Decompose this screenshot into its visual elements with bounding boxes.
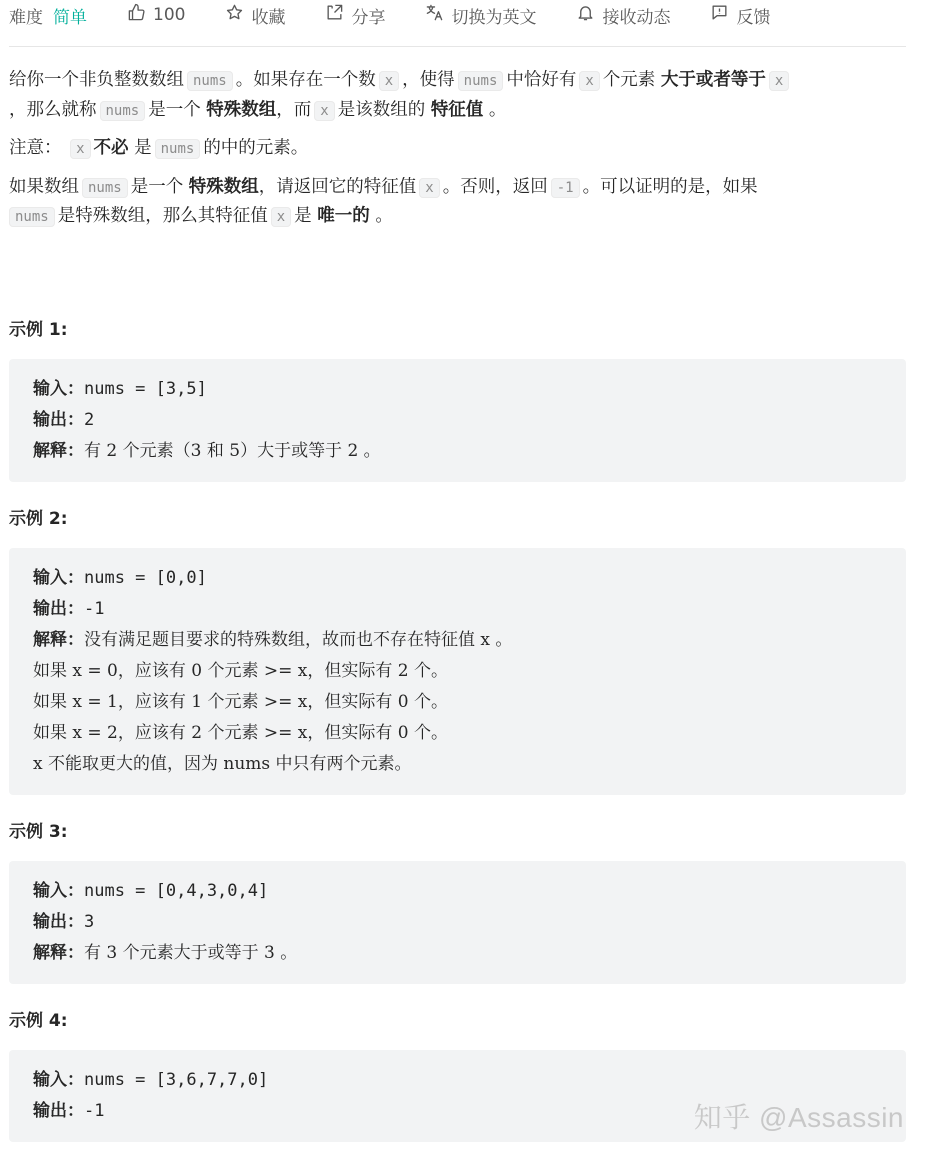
- problem-toolbar: [9, 0, 906, 30]
- inline-code: x: [379, 71, 399, 91]
- inline-code: x: [419, 178, 439, 198]
- notify-label: 接收动态: [602, 7, 671, 28]
- inline-code: nums: [100, 101, 146, 121]
- share-icon: [325, 3, 351, 27]
- example-1-block: [9, 359, 906, 482]
- problem-description: [9, 66, 906, 241]
- example-key: 输入：: [33, 379, 84, 399]
- example-line: [33, 938, 882, 969]
- example-line: [33, 374, 882, 405]
- inline-code: -1: [551, 178, 580, 198]
- text: ，那么就称: [9, 99, 97, 120]
- toolbar-divider: [9, 46, 906, 47]
- inline-code: nums: [155, 139, 201, 159]
- example-key: 输出：: [33, 599, 84, 619]
- example-value: nums = [3,5]: [84, 379, 207, 399]
- example-value: nums = [0,4,3,0,4]: [84, 881, 269, 901]
- text: 。否则，返回: [442, 176, 548, 197]
- example-value: 3: [84, 912, 95, 932]
- example-key: 输出：: [33, 410, 84, 430]
- example-line: [33, 594, 882, 625]
- inline-code: x: [579, 71, 599, 91]
- inline-code: x: [314, 101, 334, 121]
- bold-text: 唯一的: [317, 206, 370, 226]
- example-value: 没有满足题目要求的特殊数组，故而也不存在特征值 x 。: [84, 630, 513, 650]
- feedback-label: 反馈: [736, 7, 771, 28]
- share-label: 分享: [351, 7, 386, 28]
- text: 中恰好有: [506, 70, 577, 90]
- example-line: 如果 x = 2，应该有 2 个元素 >= x，但实际有 0 个。: [33, 723, 448, 743]
- bold-text: 大于或者等于: [660, 70, 766, 90]
- example-line: [33, 1065, 882, 1096]
- bold-text: 不必: [93, 138, 129, 158]
- example-key: 输出：: [33, 912, 84, 932]
- text: 如果数组: [9, 176, 79, 197]
- description-paragraph-1: [9, 66, 906, 125]
- example-line: [33, 625, 882, 656]
- example-3-title: 示例 3:: [9, 822, 68, 842]
- bold-text: 特殊数组: [188, 176, 259, 197]
- example-4-title: 示例 4:: [9, 1011, 68, 1031]
- text: 是: [134, 138, 152, 158]
- text: 的中的元素。: [203, 138, 309, 158]
- notify-button[interactable]: [576, 3, 670, 28]
- text: 是该数组的: [337, 99, 426, 120]
- example-line: [33, 907, 882, 938]
- example-2-title: 示例 2:: [9, 509, 68, 529]
- switch-language-button[interactable]: [425, 3, 536, 28]
- description-paragraph-2: [9, 134, 906, 164]
- example-key: 输入：: [33, 881, 84, 901]
- text: 。可以证明的是，如果: [582, 176, 758, 197]
- example-value: nums = [3,6,7,7,0]: [84, 1070, 269, 1090]
- bold-text: 特征值: [430, 99, 484, 120]
- example-line: [33, 436, 882, 467]
- text: 注意：: [9, 138, 62, 158]
- text: 个元素: [602, 70, 656, 90]
- example-2-block: [9, 548, 906, 795]
- feedback-icon: [710, 3, 736, 27]
- difficulty-label: 难度: [9, 7, 43, 28]
- example-line: 如果 x = 1，应该有 1 个元素 >= x，但实际有 0 个。: [33, 692, 448, 712]
- description-paragraph-3: [9, 173, 906, 232]
- example-line: 如果 x = 0，应该有 0 个元素 >= x，但实际有 2 个。: [33, 661, 448, 681]
- example-line: [33, 405, 882, 436]
- text: 是一个: [148, 99, 201, 120]
- difficulty-badge: 简单: [53, 7, 87, 28]
- example-key: 解释：: [33, 943, 84, 963]
- text: 。: [375, 206, 393, 226]
- text: 是特殊数组，那么其特征值: [57, 206, 268, 226]
- like-count: 100: [153, 5, 186, 25]
- example-value: 2: [84, 410, 95, 430]
- example-line: x 不能取更大的值，因为 nums 中只有两个元素。: [33, 754, 412, 774]
- bell-icon: [576, 3, 602, 27]
- inline-code: nums: [82, 178, 128, 198]
- example-value: 有 3 个元素大于或等于 3 。: [84, 943, 298, 963]
- text: 给你一个非负整数数组: [9, 70, 184, 90]
- translate-icon: [425, 3, 451, 27]
- inline-code: nums: [9, 207, 55, 227]
- example-value: 有 2 个元素（3 和 5）大于或等于 2 。: [84, 441, 381, 461]
- text: 。: [488, 99, 507, 120]
- inline-code: nums: [187, 71, 233, 91]
- share-button[interactable]: [325, 3, 385, 28]
- star-icon: [225, 3, 251, 27]
- favorite-label: 收藏: [251, 7, 286, 28]
- thumbs-up-icon: [127, 3, 153, 27]
- watermark: 知乎 @Assassin: [693, 1102, 904, 1133]
- inline-code: nums: [458, 71, 504, 91]
- example-key: 输入：: [33, 568, 84, 588]
- text: 是: [294, 206, 312, 226]
- example-value: nums = [0,0]: [84, 568, 207, 588]
- example-1-title: 示例 1:: [9, 320, 68, 340]
- example-key: 解释：: [33, 630, 84, 650]
- bold-text: 特殊数组: [206, 99, 277, 120]
- text: ，使得: [402, 70, 455, 90]
- inline-code: x: [271, 207, 291, 227]
- example-value: -1: [84, 599, 105, 619]
- example-line: [33, 563, 882, 594]
- example-key: 解释：: [33, 441, 84, 461]
- example-line: [33, 876, 882, 907]
- switch-language-label: 切换为英文: [451, 7, 537, 28]
- favorite-button[interactable]: [225, 3, 285, 28]
- inline-code: x: [769, 71, 789, 91]
- inline-code: x: [70, 139, 90, 159]
- text: 。如果存在一个数: [235, 70, 376, 90]
- example-key: 输出：: [33, 1101, 84, 1121]
- like-button[interactable]: [127, 3, 185, 27]
- example-3-block: [9, 861, 906, 984]
- text: ，而: [276, 99, 312, 120]
- example-key: 输入：: [33, 1070, 84, 1090]
- text: ，请返回它的特征值: [258, 176, 417, 197]
- example-value: -1: [84, 1101, 105, 1121]
- text: 是一个: [130, 176, 184, 197]
- feedback-button[interactable]: [710, 3, 770, 28]
